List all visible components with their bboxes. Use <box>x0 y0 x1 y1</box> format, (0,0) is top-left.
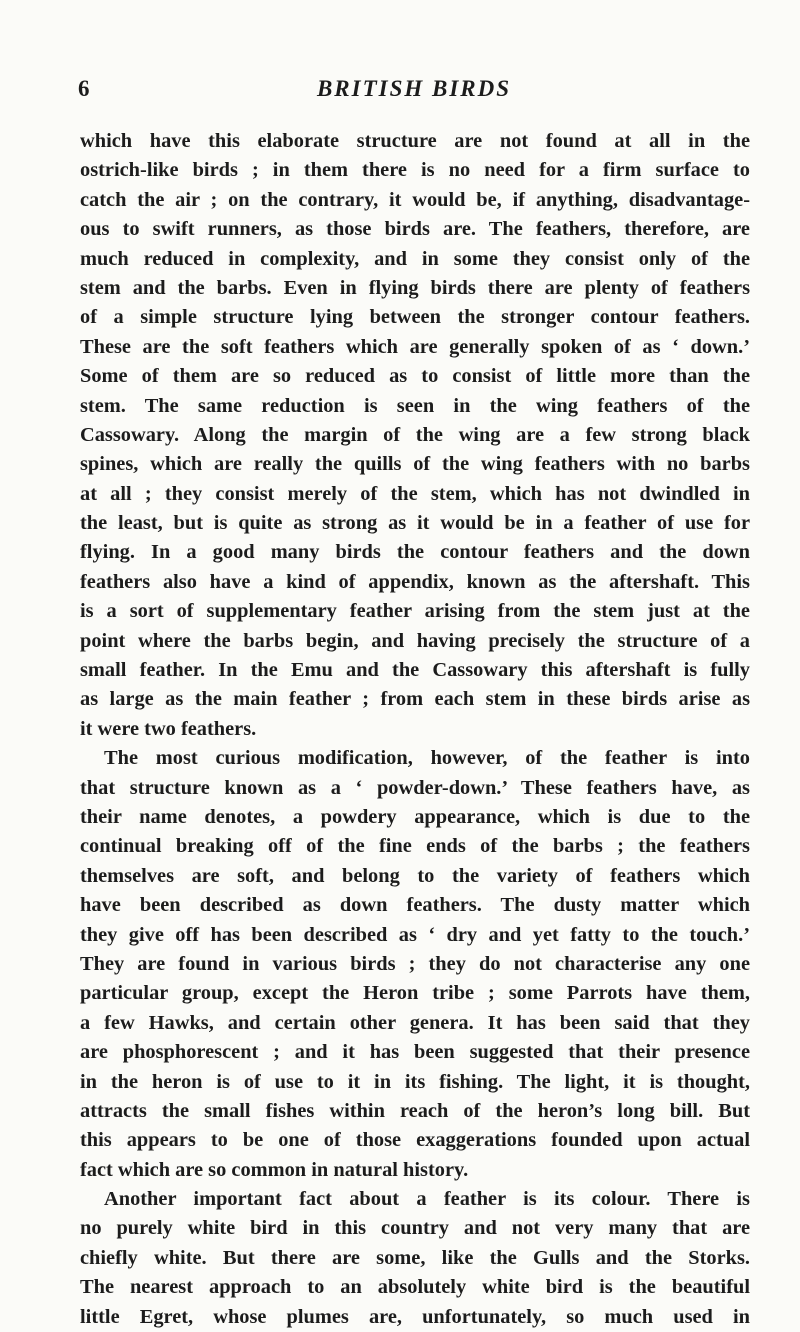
text-line: small feather. In the Emu and the Cassowary this aftershaft is fully <box>80 659 750 682</box>
text-line: ous to swift runners, as those birds are. The feathers, therefore, are <box>80 218 750 241</box>
text-line: chiefly white. But there are some, like the Gulls and the Storks. <box>80 1246 750 1269</box>
running-title: BRITISH BIRDS <box>316 76 512 101</box>
text-line: continual breaking off of the fine ends of the barbs ; the feathers <box>80 835 750 858</box>
text-line: They are found in various birds ; they do not characterise any one <box>80 952 750 975</box>
text-line: catch the air ; on the contrary, it would be, if anything, disadvantage- <box>80 188 750 211</box>
body-text <box>80 127 750 1332</box>
page-header <box>78 76 750 110</box>
text-line: in the heron is of use to it in its fishing. The light, it is thought, <box>80 1070 750 1093</box>
text-line: attracts the small fishes within reach of the heron’s long bill. But <box>80 1099 750 1122</box>
page-number: 6 <box>78 76 90 101</box>
text-line: they give off has been described as ‘ dry and yet fatty to the touch.’ <box>80 923 750 946</box>
text-line: this appears to be one of those exaggerations founded upon actual <box>80 1129 750 1152</box>
text-line: little Egret, whose plumes are, unfortunately, so much used in <box>80 1305 750 1328</box>
text-line: Cassowary. Along the margin of the wing are a few strong black <box>80 423 750 446</box>
text-line: which have this elaborate structure are not found at all in the <box>80 130 750 152</box>
text-line: have been described as down feathers. The dusty matter which <box>80 894 750 917</box>
text-line: it were two feathers. <box>80 717 257 740</box>
text-line: spines, which are really the quills of the wing feathers with no barbs <box>80 453 750 476</box>
text-line: Some of them are so reduced as to consist of little more than the <box>80 365 750 388</box>
text-line: is a sort of supplementary feather arising from the stem just at the <box>80 600 750 623</box>
text-line: the least, but is quite as strong as it would be in a feather of use for <box>80 512 750 535</box>
text-line: themselves are soft, and belong to the variety of feathers which <box>80 864 750 887</box>
text-line: no purely white bird in this country and not very many that are <box>80 1217 750 1240</box>
text-line: These are the soft feathers which are generally spoken of as ‘ down.’ <box>80 335 750 358</box>
text-line: a few Hawks, and certain other genera. It has been said that they <box>80 1011 750 1034</box>
text-line: at all ; they consist merely of the stem, which has not dwindled in <box>80 482 750 505</box>
text-line: of a simple structure lying between the stronger contour feathers. <box>80 306 750 329</box>
text-line: The nearest approach to an absolutely white bird is the beautiful <box>80 1276 750 1299</box>
text-line: ostrich-like birds ; in them there is no need for a firm surface to <box>80 159 750 182</box>
text-line: stem and the barbs. Even in flying birds there are plenty of feathers <box>80 276 750 299</box>
text-line: that structure known as a ‘ powder-down.’ These feathers have, as <box>80 776 750 799</box>
text-line: fact which are so common in natural history. <box>80 1158 469 1181</box>
text-line: particular group, except the Heron tribe ; some Parrots have them, <box>80 982 750 1005</box>
text-line: as large as the main feather ; from each stem in these birds arise as <box>80 688 750 711</box>
text-line: flying. In a good many birds the contour feathers and the down <box>80 541 750 564</box>
text-line: feathers also have a kind of appendix, known as the aftershaft. This <box>80 570 750 593</box>
text-line: The most curious modification, however, of the feather is into <box>104 747 750 770</box>
text-line: are phosphorescent ; and it has been suggested that their presence <box>80 1041 750 1064</box>
text-line: their name denotes, a powdery appearance, which is due to the <box>80 805 750 828</box>
text-line: Another important fact about a feather is its colour. There is <box>104 1188 750 1211</box>
text-line: point where the barbs begin, and having precisely the structure of a <box>80 629 750 652</box>
text-line: stem. The same reduction is seen in the wing feathers of the <box>80 394 750 417</box>
text-line: much reduced in complexity, and in some they consist only of the <box>80 247 750 270</box>
